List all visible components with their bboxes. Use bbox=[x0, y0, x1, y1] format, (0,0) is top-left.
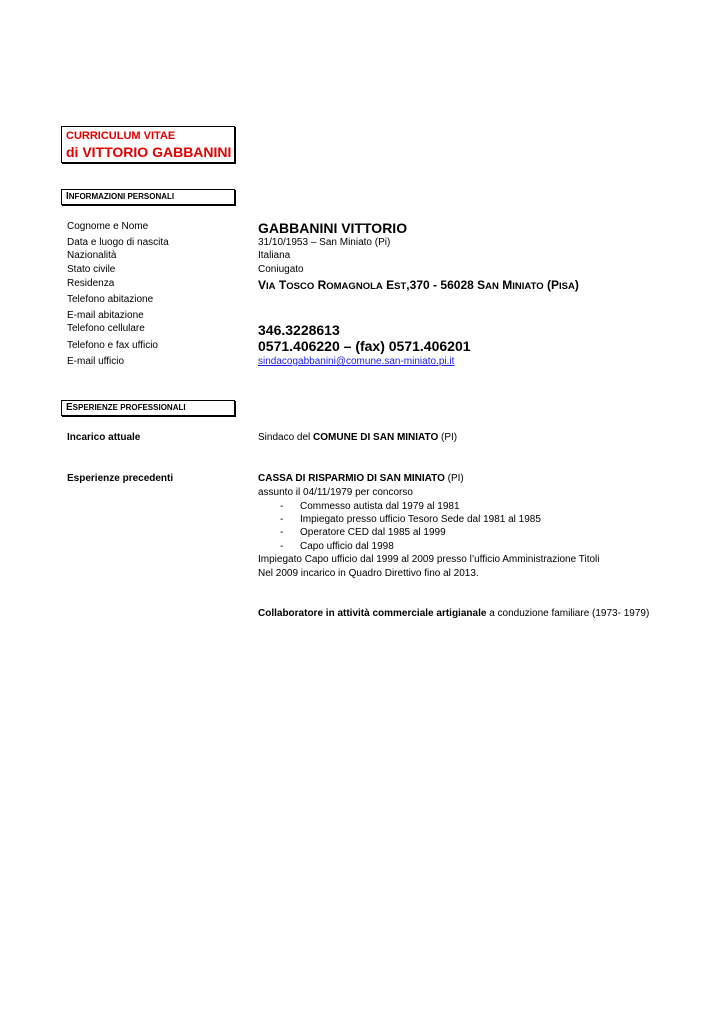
bank-employer: CASSA DI RISPARMIO DI SAN MINIATO (PI) bbox=[258, 473, 464, 484]
cv-title: CURRICULUM VITAE bbox=[66, 130, 176, 142]
nationality-label: Nazionalità bbox=[67, 250, 117, 261]
office-email-link[interactable]: sindacogabbanini@comune.san-miniato.pi.it bbox=[258, 356, 455, 367]
bullet-item: Commesso autista dal 1979 al 1981 bbox=[300, 501, 460, 512]
bullet-item: Operatore CED dal 1985 al 1999 bbox=[300, 527, 446, 538]
cv-owner-name: di VITTORIO GABBANINI bbox=[66, 144, 232, 160]
residence-label: Residenza bbox=[67, 278, 115, 289]
experience-line: Impiegato Capo ufficio dal 1999 al 2009 presso l’ufficio Amministrazione Titoli bbox=[258, 554, 600, 565]
mobile-label: Telefono cellulare bbox=[67, 323, 145, 334]
birth-value: 31/10/1953 – San Miniato (Pi) bbox=[258, 237, 391, 248]
civil-status-label: Stato civile bbox=[67, 264, 116, 275]
cv-title-box bbox=[61, 126, 235, 163]
name-label: Cognome e Nome bbox=[67, 221, 149, 232]
home-phone-label: Telefono abitazione bbox=[67, 294, 154, 305]
hire-line: assunto il 04/11/1979 per concorso bbox=[258, 487, 413, 498]
bullet-dash: - bbox=[280, 541, 284, 552]
bullet-dash: - bbox=[280, 527, 284, 538]
current-position-value: Sindaco del COMUNE DI SAN MINIATO (PI) bbox=[258, 432, 458, 443]
section-title-experience: ESPERIENZE PROFESSIONALI bbox=[66, 402, 186, 413]
current-position-label: Incarico attuale bbox=[67, 432, 141, 443]
civil-status-value: Coniugato bbox=[258, 264, 304, 275]
experience-line: Nel 2009 incarico in Quadro Direttivo fino al 2013. bbox=[258, 568, 479, 579]
residence-value: VIA TOSCO ROMAGNOLA EST,370 - 56028 SAN MINIATO (PISA) bbox=[258, 278, 579, 292]
birth-label: Data e luogo di nascita bbox=[67, 237, 169, 248]
bullet-item: Impiegato presso ufficio Tesoro Sede dal 1981 al 1985 bbox=[300, 514, 541, 525]
nationality-value: Italiana bbox=[258, 250, 291, 261]
name-value: GABBANINI VITTORIO bbox=[258, 220, 408, 236]
office-phone-label: Telefono e fax ufficio bbox=[67, 340, 158, 351]
bullet-dash: - bbox=[280, 514, 284, 525]
office-email-label: E-mail ufficio bbox=[67, 356, 125, 367]
section-header-personal bbox=[61, 189, 235, 205]
bullet-item: Capo ufficio dal 1998 bbox=[300, 541, 394, 552]
section-title-personal: INFORMAZIONI PERSONALI bbox=[66, 191, 175, 202]
mobile-value: 346.3228613 bbox=[258, 322, 340, 338]
office-phone-value: 0571.406220 – (fax) 0571.406201 bbox=[258, 338, 471, 354]
section-header-experience bbox=[61, 400, 235, 416]
collaboration-line: Collaboratore in attività commerciale artigianale a conduzione familiare (1973- 1979) bbox=[258, 608, 650, 619]
home-email-label: E-mail abitazione bbox=[67, 310, 144, 321]
bullet-dash: - bbox=[280, 501, 284, 512]
previous-experience-label: Esperienze precedenti bbox=[67, 473, 174, 484]
